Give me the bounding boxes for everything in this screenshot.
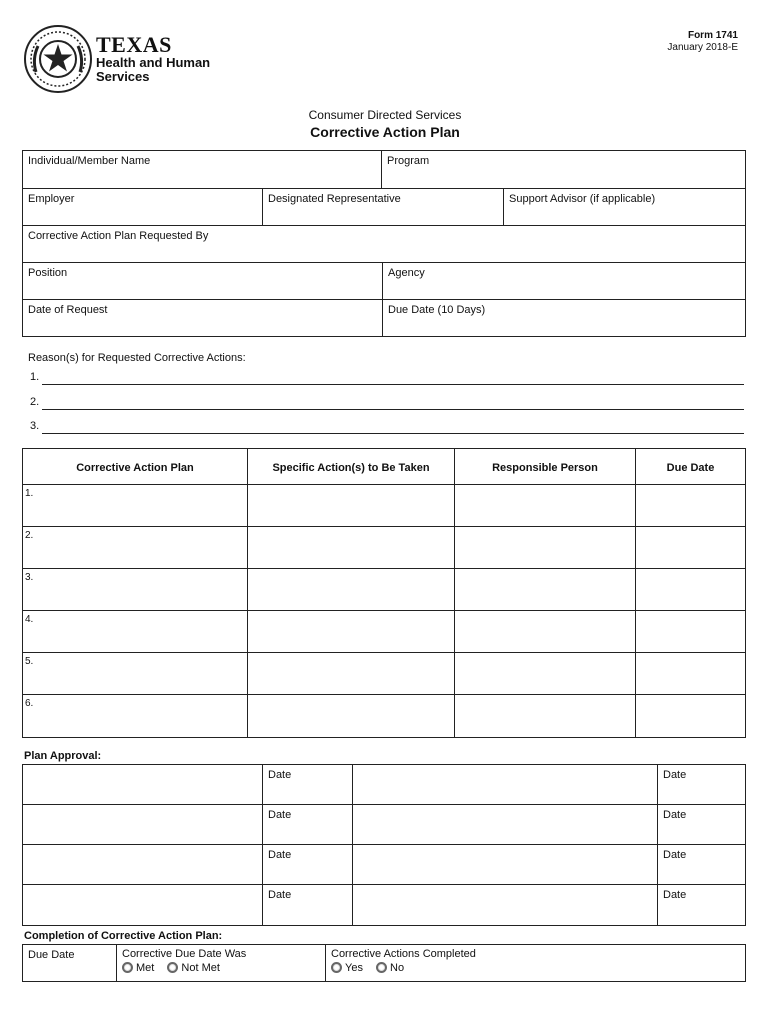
program-field[interactable] xyxy=(382,151,745,189)
form-id xyxy=(667,30,738,54)
approval-date[interactable]: Date xyxy=(663,889,687,901)
approval-date[interactable]: Date xyxy=(263,885,353,925)
yes-option[interactable]: Yes xyxy=(331,962,363,974)
plan-approval-label: Plan Approval: xyxy=(24,750,102,762)
approval-date[interactable]: Date xyxy=(263,765,353,805)
actions-completed-label: Corrective Actions Completed xyxy=(331,948,476,960)
designated-rep-label: Designated Representative xyxy=(268,193,401,205)
plan-approval-grid xyxy=(22,764,746,926)
support-advisor-label: Support Advisor (if applicable) xyxy=(509,193,656,205)
approval-signature[interactable] xyxy=(23,765,263,805)
requested-by-field[interactable] xyxy=(23,226,745,263)
designated-rep-field[interactable] xyxy=(263,189,504,226)
logo-line2: Health and Human xyxy=(96,55,211,70)
form-date: January 2018-E xyxy=(667,42,738,53)
table-cell[interactable] xyxy=(636,569,745,611)
table-cell[interactable] xyxy=(636,653,745,695)
approval-signature[interactable] xyxy=(353,885,658,925)
table-cell[interactable] xyxy=(636,527,745,569)
table-cell[interactable] xyxy=(455,485,636,527)
date-of-request-label: Date of Request xyxy=(28,304,108,316)
table-cell[interactable] xyxy=(636,611,745,653)
individual-name-label: Individual/Member Name xyxy=(28,155,151,167)
approval-signature[interactable] xyxy=(23,845,263,885)
individual-name-field[interactable] xyxy=(23,151,382,189)
approval-date[interactable]: Date xyxy=(658,845,745,885)
approval-signature[interactable] xyxy=(353,845,658,885)
column-header: Due Date xyxy=(636,449,745,485)
table-row[interactable]: 3. xyxy=(23,569,248,611)
position-field[interactable] xyxy=(23,263,383,300)
table-cell[interactable] xyxy=(455,695,636,737)
radio-icon[interactable] xyxy=(331,962,342,973)
position-label: Position xyxy=(28,267,68,279)
column-header: Specific Action(s) to Be Taken xyxy=(248,449,455,485)
logo-line3: Services xyxy=(96,69,150,84)
approval-date[interactable]: Date xyxy=(658,765,745,805)
table-cell[interactable] xyxy=(636,485,745,527)
table-cell[interactable] xyxy=(248,569,455,611)
radio-icon[interactable] xyxy=(122,962,133,973)
approval-signature[interactable] xyxy=(353,805,658,845)
table-cell[interactable] xyxy=(248,695,455,737)
due-date-label: Due Date (10 Days) xyxy=(388,304,486,316)
table-cell[interactable] xyxy=(248,611,455,653)
logo-line1: TEXAS xyxy=(96,32,172,57)
reason-number: 3. xyxy=(30,420,40,432)
texas-seal-icon xyxy=(24,22,94,96)
page-subtitle: Consumer Directed Services xyxy=(308,108,462,122)
table-row[interactable]: 6. xyxy=(23,695,248,737)
approval-signature[interactable] xyxy=(23,805,263,845)
table-cell[interactable] xyxy=(248,653,455,695)
requested-by-label: Corrective Action Plan Requested By xyxy=(28,230,209,242)
reason-number: 1. xyxy=(30,371,40,383)
agency-field[interactable] xyxy=(383,263,745,300)
approval-date[interactable]: Date xyxy=(263,805,353,845)
column-header: Responsible Person xyxy=(455,449,636,485)
employer-label: Employer xyxy=(28,193,75,205)
table-row[interactable]: 5. xyxy=(23,653,248,695)
table-row[interactable]: 4. xyxy=(23,611,248,653)
met-option[interactable]: Met xyxy=(122,962,154,974)
due-date-was-label: Corrective Due Date Was xyxy=(122,948,247,960)
support-advisor-field[interactable] xyxy=(504,189,745,226)
page-title: Corrective Action Plan xyxy=(310,124,460,140)
no-option[interactable]: No xyxy=(376,962,404,974)
agency-label: Agency xyxy=(388,267,425,279)
approval-date[interactable]: Date xyxy=(263,845,353,885)
table-cell[interactable] xyxy=(455,569,636,611)
table-row[interactable]: 2. xyxy=(23,527,248,569)
reason-line-1[interactable] xyxy=(28,371,744,391)
reason-line-3[interactable] xyxy=(28,420,744,440)
table-cell[interactable] xyxy=(455,653,636,695)
reasons-label: Reason(s) for Requested Corrective Actions: xyxy=(28,352,246,364)
reason-line-2[interactable] xyxy=(28,396,744,416)
table-row[interactable]: 1. xyxy=(23,485,248,527)
approval-signature[interactable] xyxy=(353,765,658,805)
corrective-action-table xyxy=(22,448,746,738)
table-cell[interactable] xyxy=(636,695,745,737)
table-cell[interactable] xyxy=(455,527,636,569)
form-number: Form 1741 xyxy=(687,30,738,41)
actions-completed-group xyxy=(326,945,745,981)
completion-due-date-label: Due Date xyxy=(28,949,75,961)
completion-grid xyxy=(22,944,746,982)
table-cell[interactable] xyxy=(248,527,455,569)
title-block xyxy=(0,108,770,140)
approval-signature[interactable] xyxy=(23,885,263,925)
date-of-request-field[interactable] xyxy=(23,300,383,336)
table-cell[interactable] xyxy=(455,611,636,653)
employer-field[interactable] xyxy=(23,189,263,226)
due-date-was-group xyxy=(117,945,326,981)
reason-number: 2. xyxy=(30,396,40,408)
completion-due-date-field[interactable] xyxy=(23,945,117,981)
completion-label: Completion of Corrective Action Plan: xyxy=(24,930,223,942)
program-label: Program xyxy=(387,155,430,167)
radio-icon[interactable] xyxy=(376,962,387,973)
table-cell[interactable] xyxy=(248,485,455,527)
info-grid xyxy=(22,150,746,337)
radio-icon[interactable] xyxy=(167,962,178,973)
due-date-field[interactable] xyxy=(383,300,745,336)
not-met-option[interactable]: Not Met xyxy=(167,962,220,974)
approval-date[interactable]: Date xyxy=(658,805,745,845)
column-header: Corrective Action Plan xyxy=(23,449,248,485)
logo-text xyxy=(96,34,210,84)
